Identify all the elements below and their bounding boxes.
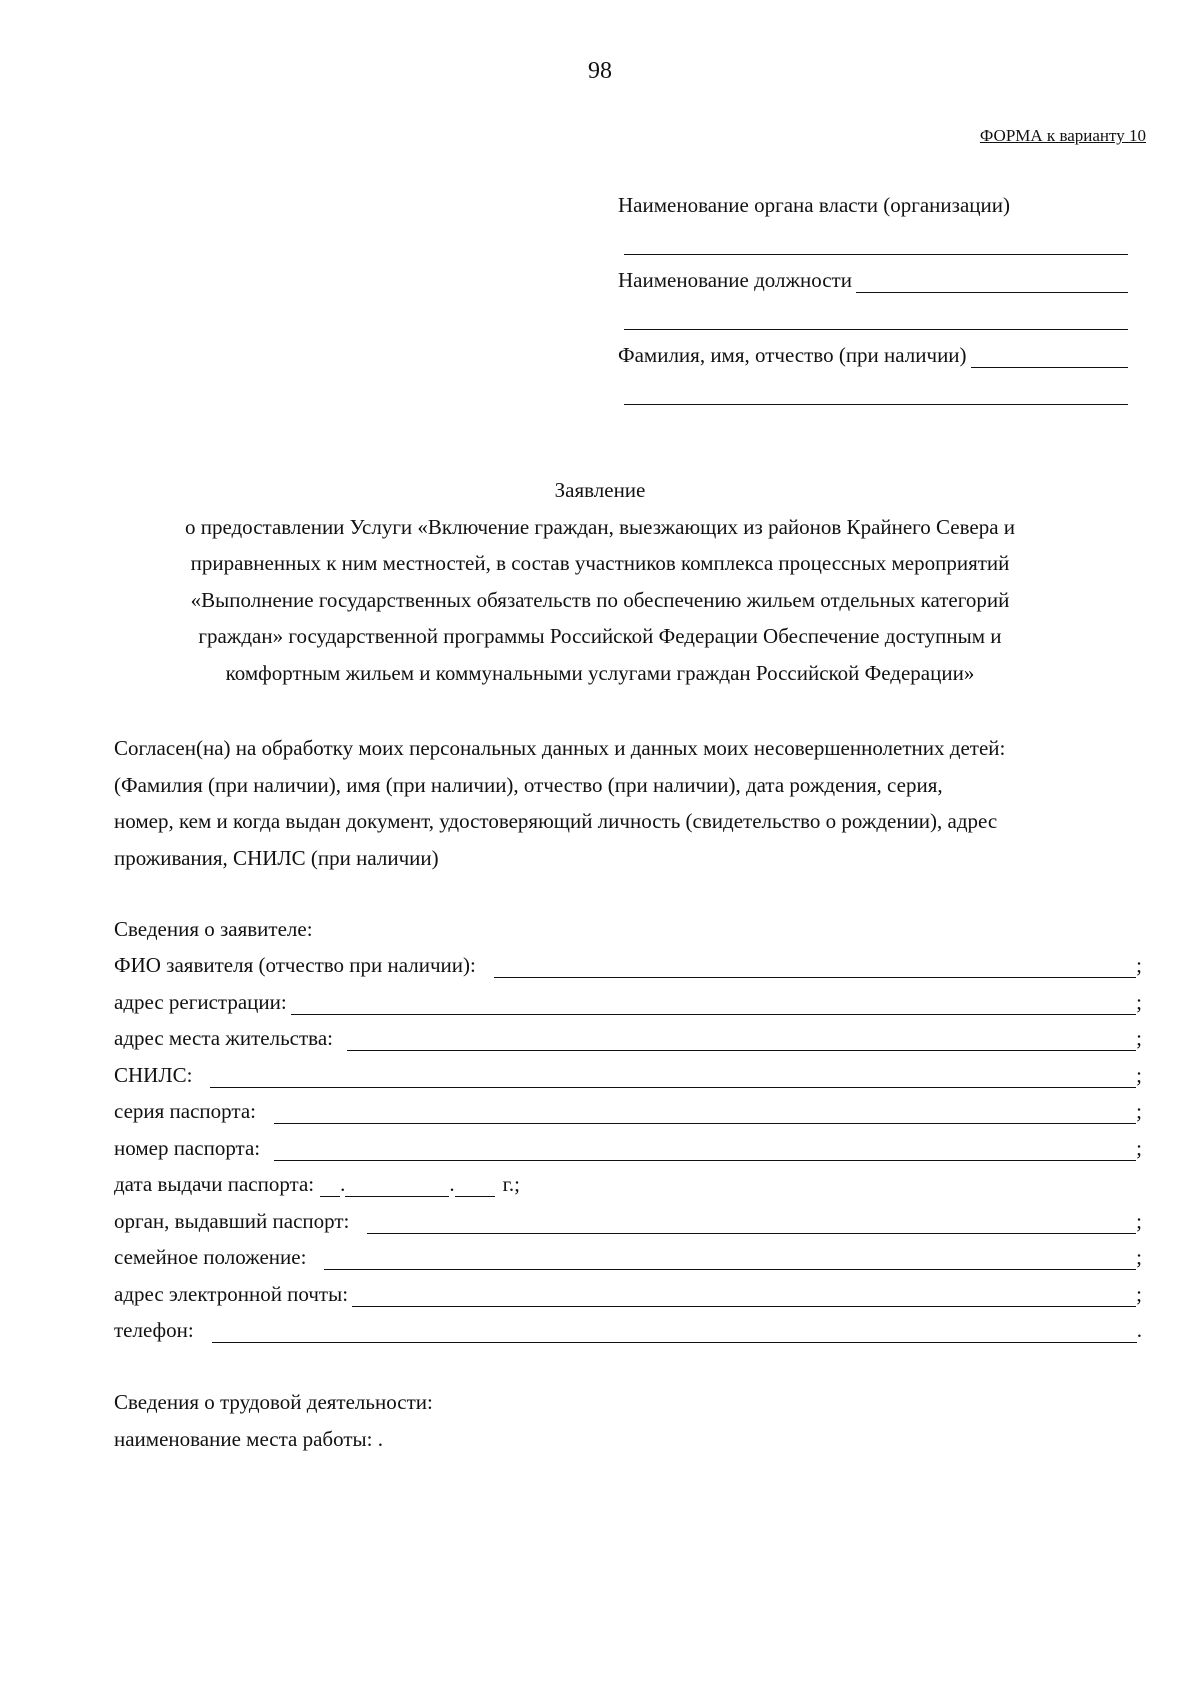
application-title bbox=[100, 472, 1100, 691]
issuing-authority-input-line[interactable] bbox=[367, 1211, 1136, 1234]
form-reference: ФОРМА к варианту 10 bbox=[979, 126, 1146, 145]
authority-line bbox=[618, 182, 1128, 218]
page-number: 98 bbox=[588, 58, 612, 84]
authority-field[interactable] bbox=[624, 218, 1128, 255]
registration-input-line[interactable] bbox=[291, 992, 1136, 1015]
field-label: адрес места жительства: bbox=[114, 1026, 333, 1050]
consent-line: проживания, СНИЛС (при наличии) bbox=[114, 845, 439, 870]
title-line: «Выполнение государственных обязательств по обеспечению жильем отдельных категорий bbox=[190, 587, 1010, 612]
title-line: приравненных к ним местностей, в состав участников комплекса процессных мероприятий bbox=[190, 551, 1010, 575]
position-label: Наименование должности bbox=[618, 268, 852, 292]
marital-status-input-line[interactable] bbox=[324, 1247, 1136, 1270]
email-input-line[interactable] bbox=[352, 1284, 1136, 1307]
issue-month-input-line[interactable] bbox=[345, 1174, 449, 1197]
title-line: о предоставлении Услуги «Включение граждан, выезжающих из районов Крайнего Севера и bbox=[184, 514, 1016, 539]
fio-line bbox=[618, 332, 1128, 368]
field-row-phone bbox=[114, 1307, 1142, 1344]
field-label: адрес регистрации: bbox=[114, 989, 287, 1014]
fio-field-extra[interactable] bbox=[624, 368, 1128, 405]
title-heading: Заявление bbox=[554, 478, 646, 502]
field-row-registration bbox=[114, 978, 1142, 1015]
applicant-heading bbox=[114, 905, 1142, 942]
field-end: ; bbox=[1136, 989, 1142, 1014]
field-end: . bbox=[1136, 1318, 1142, 1342]
date-separator: . bbox=[449, 1172, 455, 1196]
applicant-heading-text: Сведения о заявителе: bbox=[114, 916, 313, 941]
addressee-block bbox=[618, 182, 1128, 407]
passport-number-input-line[interactable] bbox=[274, 1138, 1136, 1161]
applicant-section bbox=[114, 905, 1142, 1343]
field-end: ; bbox=[1136, 953, 1142, 977]
field-end: ; bbox=[1136, 1026, 1142, 1050]
work-section bbox=[114, 1384, 1142, 1457]
field-row-marital-status bbox=[114, 1234, 1142, 1271]
consent-line: (Фамилия (при наличии), имя (при наличии), отчество (при наличии), дата рождения, серия, bbox=[114, 772, 943, 797]
field-label: номер паспорта: bbox=[114, 1135, 261, 1160]
title-line: граждан» государственной программы Российской Федерации Обеспечение доступным и bbox=[198, 624, 1002, 648]
field-label: дата выдачи паспорта: bbox=[114, 1172, 315, 1196]
phone-input-line[interactable] bbox=[212, 1320, 1137, 1343]
field-label: орган, выдавший паспорт: bbox=[114, 1208, 350, 1233]
consent-line: номер, кем и когда выдан документ, удостоверяющий личность (свидетельство о рождении), адрес bbox=[114, 809, 998, 833]
field-row-residence bbox=[114, 1015, 1142, 1052]
issue-year-input-line[interactable] bbox=[455, 1174, 495, 1197]
issue-day-input-line[interactable] bbox=[320, 1174, 340, 1197]
field-row-passport-series bbox=[114, 1088, 1142, 1125]
date-suffix: г.; bbox=[502, 1172, 520, 1196]
passport-series-input-line[interactable] bbox=[274, 1101, 1136, 1124]
field-end: ; bbox=[1136, 1245, 1142, 1269]
field-end: ; bbox=[1136, 1135, 1142, 1160]
field-row-issue-date bbox=[114, 1161, 1142, 1198]
residence-input-line[interactable] bbox=[347, 1028, 1136, 1051]
field-row-email bbox=[114, 1270, 1142, 1307]
field-end: ; bbox=[1136, 1281, 1142, 1306]
field-end: ; bbox=[1136, 1099, 1142, 1123]
field-row-snils bbox=[114, 1051, 1142, 1088]
consent-line: Согласен(на) на обработку моих персональных данных и данных моих несовершеннолетних детей: bbox=[114, 736, 1006, 760]
field-label: ФИО заявителя (отчество при наличии): bbox=[114, 953, 476, 977]
authority-label: Наименование органа власти (организации) bbox=[618, 193, 1010, 217]
position-field-extra[interactable] bbox=[624, 293, 1128, 330]
position-line bbox=[618, 257, 1128, 293]
title-line: комфортным жильем и коммунальными услугами граждан Российской Федерации» bbox=[225, 660, 975, 685]
snils-input-line[interactable] bbox=[210, 1065, 1136, 1088]
field-label: телефон: bbox=[114, 1318, 194, 1342]
date-separator: . bbox=[340, 1172, 346, 1196]
field-label: серия паспорта: bbox=[114, 1099, 256, 1123]
field-label: СНИЛС: bbox=[114, 1062, 193, 1087]
field-end: ; bbox=[1136, 1208, 1142, 1233]
fio-input-line[interactable] bbox=[494, 955, 1136, 978]
position-field[interactable] bbox=[856, 268, 1128, 293]
field-label: адрес электронной почты: bbox=[114, 1281, 349, 1306]
field-label: семейное положение: bbox=[114, 1245, 307, 1269]
field-end: ; bbox=[1136, 1062, 1142, 1087]
work-heading: Сведения о трудовой деятельности: bbox=[114, 1390, 433, 1414]
consent-paragraph bbox=[114, 730, 1154, 876]
field-row-issuing-authority bbox=[114, 1197, 1142, 1234]
field-row-fio bbox=[114, 942, 1142, 979]
fio-field[interactable] bbox=[971, 343, 1128, 368]
field-row-passport-number bbox=[114, 1124, 1142, 1161]
workplace-line: наименование места работы: . bbox=[114, 1426, 383, 1451]
fio-label: Фамилия, имя, отчество (при наличии) bbox=[618, 343, 967, 367]
